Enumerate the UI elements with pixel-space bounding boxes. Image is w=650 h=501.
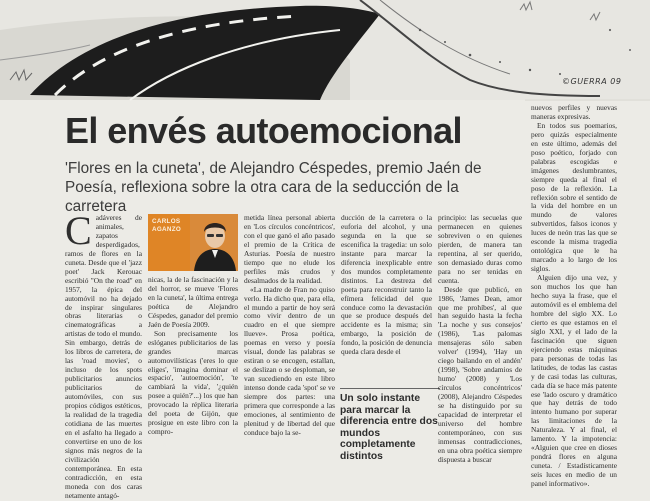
- illustration-signature: ©GUERRA 09: [562, 77, 622, 86]
- author-last-name: AGANZO: [152, 225, 182, 233]
- author-byline: [152, 218, 192, 233]
- author-first-name: CARLOS: [152, 218, 181, 225]
- column-4: [341, 214, 432, 380]
- paragraph: principio: las secuelas que permanecen en quienes sobreviven o en quienes pierden, de manera tan repentina, al ser querido, son demasiado duras como para no ser tenidas en cuenta.: [438, 213, 522, 285]
- paragraph: Son precisamente los eslóganes publicitarios de las grandes marcas automovilísticas ('eres lo que eliges', 'imagina dominar el espacio', 'autoemoción', 'te cambiará la vida', '¿quién posee a quién?'...) los que han provocado la réplica literaria del poeta de Gijón, que prosigue en este libro con la compro-: [148, 328, 238, 437]
- column-5: [438, 214, 522, 472]
- pull-quote: Un solo instante para marcar la diferencia entre dos mundos completamente distintos: [340, 388, 440, 463]
- paragraph: adáveres de animales, zapatos desperdigados, ramos de flores en la cuneta. Desde que el 'jazz poet' Jack Kerouac escribió "On the road" en 1957, la épica del automóvil no ha dejado de inspirar singulares obras literarias o cinematográficas a artistas de todo el mundo. Sin embargo, detrás de los libros de carretera, de las 'road movies', o incluso de los spots publicitarios anuncios publicitarios de automóviles, con sus propios códigos estéticos, la realidad de la tragedia cotidiana de las muertes en el asfalto ha llegado a convertirse en uno de los signos más negros de la civilización contemporánea. En esta contradicción, en esta moneda con dos caras netamente antagó-: [65, 213, 142, 500]
- article-headline: El envés autoemocional: [65, 110, 462, 151]
- author-box: [148, 214, 238, 271]
- column-1: [65, 208, 142, 500]
- author-photo: [190, 214, 238, 271]
- drop-cap: C: [65, 208, 92, 253]
- paragraph: nuevos perfiles y nuevas maneras expresivas.: [531, 103, 617, 121]
- paragraph: metida línea personal abierta en 'Los círculos concéntricos', con el que ganó el año pasado el premio de la Crítica de Asturias. Poesía de nuestro tiempo que no elude los perfiles más crudos y desalmados de la realidad.: [244, 213, 335, 285]
- paragraph: nicas, la de la fascinación y la del horror, se mueve 'Flores en la cuneta', la última entrega poética de Alejandro Céspedes, ganador del premio Jaén de Poesía 2009.: [148, 275, 238, 329]
- column-divider: [525, 99, 650, 101]
- article-subheadline: 'Flores en la cuneta', de Alejandro Céspedes, premio Jaén de Poesía, reflexiona sobre la otra cara de la seducción de la carretera: [65, 160, 482, 215]
- column-6: [531, 103, 617, 489]
- column-3: [244, 214, 335, 472]
- paragraph: «La madre de Fran no quiso verlo. Ha dicho que, para ella, el mundo a partir de hoy será como vivir dentro de un cuadro en el que siempre llueve». Prosa poética, poemas en verso y poesía visual, donde las palabras se estiran o se encogen, estallan, se deslizan o se desploman, se van sucediendo en este libro intenso donde cada 'spot' se ve siempre dos partes: una primera que corresponde a las emociones, al sentimiento de plenitud y de libertad del que conduce bajo la se-: [244, 284, 335, 437]
- road-illustration: [0, 0, 650, 100]
- column-2: [148, 276, 238, 472]
- paragraph: ducción de la carretera o la euforia del alcohol, y una segunda en la que se escenifica la tragedia: un solo instante para marcar la diferencia inexplicable entre dos mundos completamente distintos. La destreza del poeta para reconstruir tanto la efímera felicidad del que conduce como la devastación que se produce después del accidente es la misma; sin embargo, la posición de fondo, la posición de denuncia queda clara desde el: [341, 213, 432, 357]
- paragraph: Desde que publicó, en 1986, 'James Dean, amor que me prohíbes', al que han seguido hasta la fecha 'La noche y sus consejos' (1986), 'Las palomas mensajeras sólo saben volver' (1994), 'Hay un ciego bailando en el andén' (1998), 'Sobre andamios de humo' (2008) y 'Los círculos concéntricos' (2008), Alejandro Céspedes se ha distinguido por su capacidad de interpretar el universo del hombre contemporáneo, con sus inmensas contradicciones, en una obra poética siempre dispuesta a buscar: [438, 284, 522, 464]
- paragraph: Alguien dijo una vez, y son muchos los que han hecho suya la frase, que el automóvil es el emblema del hombre del siglo XX. Lo cierto es que estamos en el siglo XXI, y el lado de la fascinación que siguen ejerciendo estas máquinas para personas de todas las latitudes, de todas las castas y de casi todas las culturas, cada día se hace más patente ese 'lado oscuro y dramático que hay detrás de todo intento humano por superar las limitaciones de la Naturaleza. Y al final, el lamento. Y la impotencia: «Alguien que cree en dioses pondrá flores en alguna cuneta. / Estadísticamente seis luces en medio de un panel informativo».: [531, 273, 617, 489]
- paragraph: En todos sus poemarios, pero quizás especialmente en este último, además del poso poético, forjado con palabras escogidas e imágenes deslumbrantes, siempre queda al final el poso de la reflexión. La reflexión sobre el sentido de la vida del hombre en un mundo de valores subvertidos, falsos iconos y luces de neón tras las que se esconde la misma tragedia ontológica que le ha marcado a lo largo de los siglos.: [531, 120, 617, 274]
